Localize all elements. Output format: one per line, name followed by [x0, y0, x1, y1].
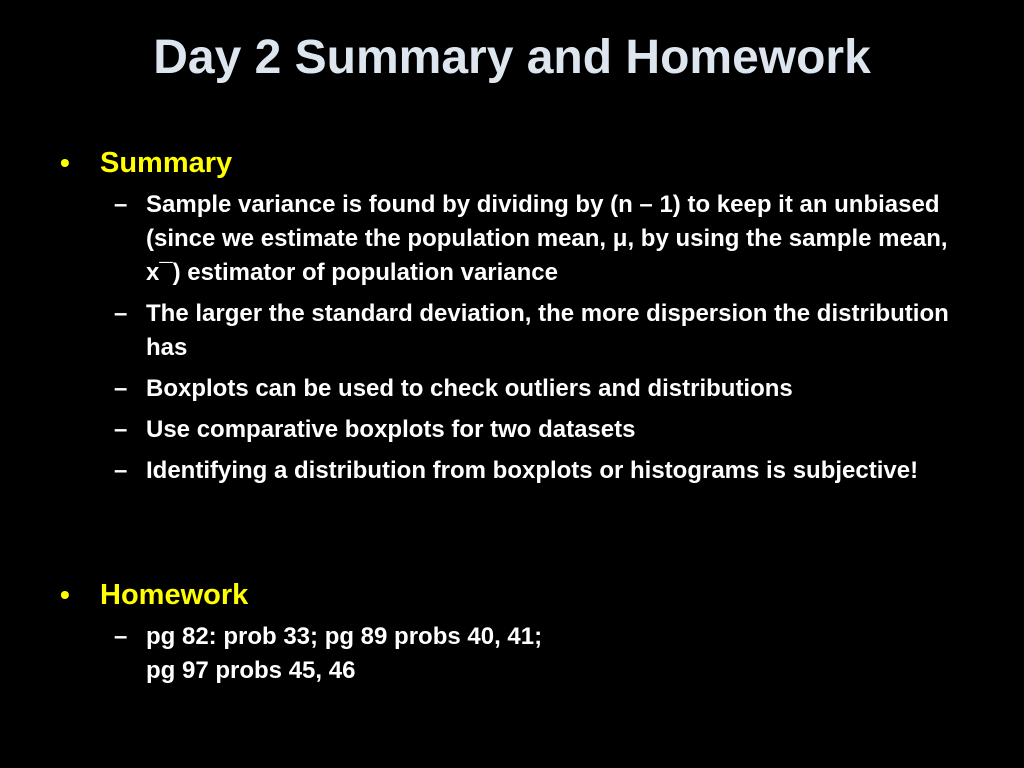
- summary-item-text: The larger the standard deviation, the more dispersion the distribution has: [146, 300, 949, 361]
- dash-icon: –: [114, 375, 128, 402]
- homework-list: [100, 620, 980, 688]
- summary-section: [60, 146, 980, 495]
- bullet-icon: •: [60, 579, 70, 610]
- summary-list-item: [100, 454, 980, 488]
- homework-bullet-item: [60, 578, 980, 688]
- homework-list-item: [100, 620, 980, 688]
- summary-item-text: Identifying a distribution from boxplots or histograms is subjective!: [146, 457, 919, 484]
- summary-heading: Summary: [100, 147, 233, 179]
- dash-icon: –: [114, 191, 128, 218]
- summary-bullet-item: [60, 146, 980, 488]
- homework-line-1: pg 82: prob 33; pg 89 probs 40, 41;: [146, 623, 543, 650]
- dash-icon: –: [114, 623, 128, 650]
- summary-item-text: Boxplots can be used to check outliers and distributions: [146, 375, 793, 402]
- homework-line-2: pg 97 probs 45, 46: [146, 657, 356, 684]
- homework-item-text: [146, 620, 980, 688]
- summary-list-item: [100, 372, 980, 406]
- summary-list-item: [100, 297, 980, 365]
- homework-section: [60, 578, 980, 695]
- dash-icon: –: [114, 457, 128, 484]
- bullet-icon: •: [60, 147, 70, 178]
- summary-list: [100, 188, 980, 488]
- summary-item-text: Use comparative boxplots for two datasets: [146, 416, 636, 443]
- summary-list-item: [100, 188, 980, 290]
- summary-list-item: [100, 413, 980, 447]
- homework-heading: Homework: [100, 579, 249, 611]
- dash-icon: –: [114, 300, 128, 327]
- dash-icon: –: [114, 416, 128, 443]
- slide-title: Day 2 Summary and Homework: [153, 31, 871, 84]
- summary-item-text: Sample variance is found by dividing by (n – 1) to keep it an unbiased (since we estimate the population mean, μ, by using the sample mean, x¯) estimator of population variance: [146, 191, 948, 286]
